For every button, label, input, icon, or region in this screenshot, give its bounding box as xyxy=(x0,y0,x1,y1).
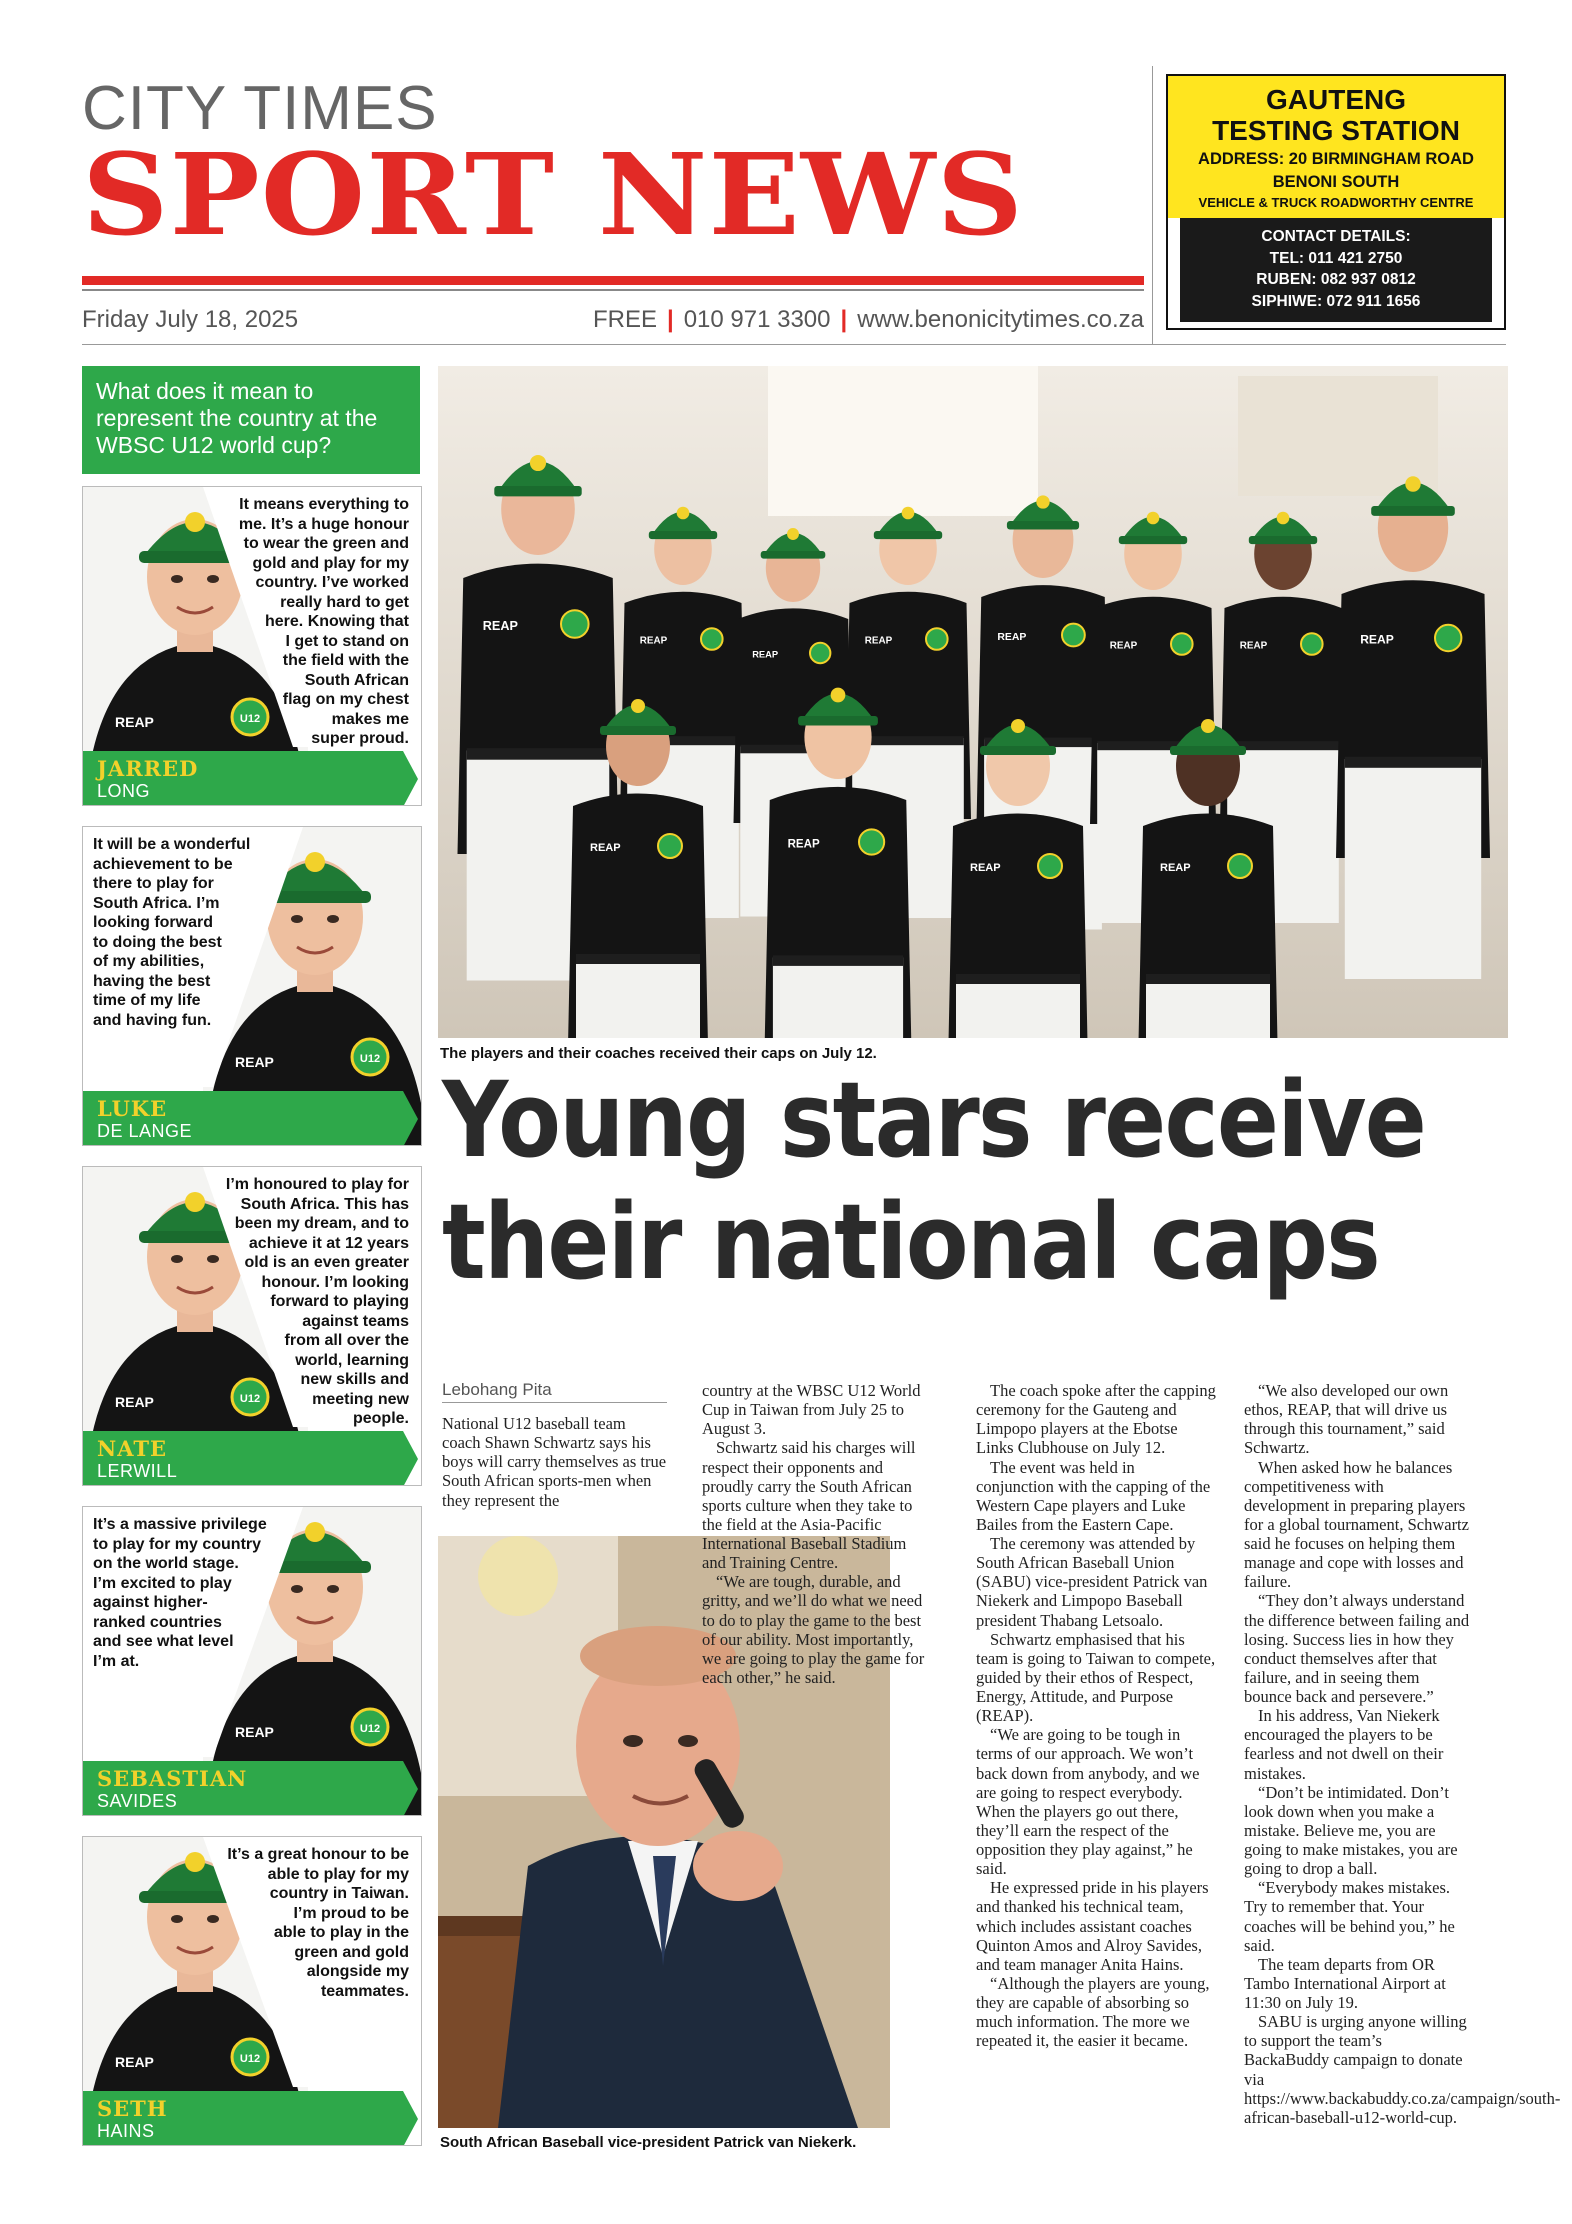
quote-line: achieve it at 12 years xyxy=(248,1234,409,1252)
quote-line: green and gold xyxy=(294,1943,409,1961)
quote-line: super proud. xyxy=(311,730,409,748)
phone-number: 010 971 3300 xyxy=(683,306,831,333)
article-paragraph: In his address, Van Niekerk encouraged the players to be fearless and not dwell on their mistakes. xyxy=(1244,1706,1444,1783)
quote-line: world, learning xyxy=(295,1351,409,1369)
svg-text:REAP: REAP xyxy=(115,2054,154,2070)
quote-line: makes me xyxy=(331,710,409,728)
quote-line: from all over the xyxy=(284,1332,409,1350)
masthead-divider xyxy=(1152,66,1153,344)
headline-line-1: Young stars receive xyxy=(442,1059,1426,1181)
quote-line: It means everything to xyxy=(239,496,409,513)
quote-line: the field with the xyxy=(282,652,409,670)
quote-line: It will be a wonderful xyxy=(93,836,251,853)
article-paragraph: “We also developed our own ethos, REAP, that will drive us through this tournament,” said Schwartz. xyxy=(1244,1381,1449,1458)
quote-line: of my abilities, xyxy=(93,953,205,971)
svg-text:REAP: REAP xyxy=(1239,640,1268,652)
quote-line: country in Taiwan. xyxy=(269,1885,409,1903)
player-first-name: JARRED xyxy=(97,756,199,781)
speaker-photo-caption: South African Baseball vice-president Patrick van Niekerk. xyxy=(440,2134,857,2151)
separator: | xyxy=(840,306,848,333)
article-paragraph: National U12 baseball team coach Shawn Schwartz says his boys will carry themselves as true South African sports-men when they represent the xyxy=(442,1414,667,1510)
quote-line: country. I’ve worked xyxy=(255,574,409,592)
article-paragraph: “Everybody makes mistakes. Try to remember that. Your coaches will be behind you,” he said. xyxy=(1244,1878,1455,1955)
quote-line: new skills and xyxy=(300,1371,409,1389)
player-first-name: SETH xyxy=(97,2096,168,2121)
article-paragraph: He expressed pride in his players and thanked his technical team, which includes assistant coaches Quinton Amos and Alroy Savides, and team manager Anita Hains. xyxy=(976,1878,1209,1974)
quote-line: on the world stage. xyxy=(93,1555,239,1573)
team-photo-caption: The players and their coaches received their caps on July 12. xyxy=(440,1045,877,1062)
article-paragraph: “They don’t always understand the difference between failing and losing. Success lies in how they conduct themselves after that failure, and in seeing them bounce back and persevere.” xyxy=(1244,1591,1470,1706)
ad-contact-ruben: RUBEN: 082 937 0812 xyxy=(1256,271,1416,289)
svg-text:U12: U12 xyxy=(239,1393,261,1405)
player-first-name: SEBASTIAN xyxy=(97,1766,248,1791)
player-last-name: HAINS xyxy=(97,2121,155,2141)
quote-line: It’s a massive privilege xyxy=(93,1516,267,1533)
quote-line: I’m proud to be xyxy=(293,1904,409,1922)
player-quote xyxy=(179,1175,409,1429)
masthead xyxy=(82,70,1144,340)
quote-line: teammates. xyxy=(320,1982,409,2000)
svg-text:REAP: REAP xyxy=(115,1394,154,1410)
quote-line: here. Knowing that xyxy=(265,613,409,631)
quote-line: having the best xyxy=(93,972,211,990)
issue-date: Friday July 18, 2025 xyxy=(82,306,299,333)
section-title: SPORT NEWS xyxy=(82,130,1025,261)
headline-line-2: their national caps xyxy=(442,1180,1379,1303)
ad-address-2: BENONI SOUTH xyxy=(1272,172,1400,191)
quote-line: South African xyxy=(304,671,409,689)
ad-title: GAUTENG xyxy=(1266,84,1406,115)
svg-text:REAP: REAP xyxy=(235,1724,274,1740)
question-box: What does it mean to represent the country at the WBSC U12 world cup? xyxy=(82,366,420,474)
player-last-name: LERWILL xyxy=(97,1461,178,1481)
quote-line: I’m at. xyxy=(93,1652,140,1670)
website-link[interactable]: www.benonicitytimes.co.za xyxy=(857,306,1144,333)
testing-station-ad[interactable] xyxy=(1166,74,1506,330)
quote-line: been my dream, and to xyxy=(234,1215,409,1233)
article-paragraph: SABU is urging anyone willing to support the team’s BackaBuddy campaign to donate via https://www.backabuddy.co.za/campaign/south-african-baseball-u12-world-cup. xyxy=(1244,2012,1561,2127)
quote-line: to wear the green and xyxy=(243,535,409,553)
quote-line: It’s a great honour to be xyxy=(227,1846,409,1863)
svg-text:REAP: REAP xyxy=(235,1054,274,1070)
masthead-red-rule xyxy=(82,276,1144,285)
quote-line: forward to playing xyxy=(270,1293,409,1311)
price-label: FREE xyxy=(592,306,657,333)
article-paragraph: Schwartz emphasised that his team is going to Taiwan to compete, guided by their ethos of Respect, Energy, Attitude, and Purpose (REAP). xyxy=(976,1629,1216,1726)
quote-line: to doing the best xyxy=(93,933,222,951)
quote-line: there to play for xyxy=(93,875,214,893)
article-paragraph: “We are going to be tough in terms of our approach. We won’t back down from anybody, and we are going to respect everybody. When the players go out there, they’ll earn the respect of the opposition they play against,” he said. xyxy=(976,1725,1200,1879)
article-column-1 xyxy=(442,1414,667,1510)
info-line xyxy=(593,306,1144,334)
quote-line: old is an even greater xyxy=(244,1254,409,1272)
svg-text:REAP: REAP xyxy=(970,862,1001,874)
quote-line: to play for my country xyxy=(93,1535,262,1553)
quote-line: and having fun. xyxy=(93,1011,212,1029)
team-photo-illustration xyxy=(438,366,1508,1038)
byline: Lebohang Pita xyxy=(442,1380,667,1403)
quote-line: I’m excited to play xyxy=(93,1574,232,1592)
svg-text:REAP: REAP xyxy=(1160,862,1191,874)
svg-text:REAP: REAP xyxy=(787,838,820,851)
quote-line: South Africa. I’m xyxy=(93,894,220,912)
svg-text:U12: U12 xyxy=(239,713,261,725)
quote-line: alongside my xyxy=(306,1963,409,1981)
headline xyxy=(442,1059,1426,1303)
quote-line: really hard to get xyxy=(280,593,409,611)
quote-line: I’m honoured to play for xyxy=(225,1176,409,1193)
article-column-4 xyxy=(1244,1381,1561,2127)
svg-text:REAP: REAP xyxy=(1360,632,1394,647)
svg-text:REAP: REAP xyxy=(115,714,154,730)
article-paragraph: The team departs from OR Tambo International Airport at 11:30 on July 19. xyxy=(1244,1954,1446,2012)
svg-text:U12: U12 xyxy=(239,2053,261,2065)
svg-text:REAP: REAP xyxy=(639,635,668,647)
article-paragraph: The ceremony was attended by South African Baseball Union (SABU) vice-president Patrick van Niekerk and Limpopo Baseball president Thabang Letsoalo. xyxy=(976,1534,1208,1630)
svg-text:U12: U12 xyxy=(359,1723,381,1735)
ad-subtitle: VEHICLE & TRUCK ROADWORTHY CENTRE xyxy=(1198,195,1474,211)
team-photo xyxy=(438,366,1508,1038)
article-paragraph: Schwartz said his charges will respect their opponents and proudly carry the South African sports culture when they take to the field at the Asia-Pacific International Baseball Stadium and Training Centre. xyxy=(702,1438,916,1573)
svg-text:REAP: REAP xyxy=(997,631,1027,643)
masthead-bottom-divider xyxy=(82,344,1506,345)
quote-line: me. It’s a huge honour xyxy=(238,515,409,533)
quote-line: against teams xyxy=(302,1312,409,1330)
quote-line: I get to stand on xyxy=(285,632,409,650)
player-quote xyxy=(93,835,323,1030)
quote-line: meeting new xyxy=(312,1390,409,1408)
player-profile-savides xyxy=(82,1506,422,1816)
player-first-name: NATE xyxy=(97,1436,167,1461)
player-profile-long xyxy=(82,486,422,806)
svg-text:U12: U12 xyxy=(359,1053,381,1065)
quote-line: South Africa. This has xyxy=(240,1195,409,1213)
article-paragraph: country at the WBSC U12 World Cup in Taiwan from July 25 to August 3. xyxy=(702,1381,921,1439)
quote-line: honour. I’m looking xyxy=(261,1273,409,1291)
ad-contact-siphiwe: SIPHIWE: 072 911 1656 xyxy=(1251,293,1421,311)
player-quote xyxy=(93,1515,323,1671)
quote-line: able to play for my xyxy=(267,1865,409,1883)
ad-contact-tel: TEL: 011 421 2750 xyxy=(1269,249,1403,267)
article-column-3 xyxy=(976,1381,1216,2050)
quote-line: ranked countries xyxy=(93,1613,222,1631)
player-last-name: SAVIDES xyxy=(97,1791,178,1811)
ad-header xyxy=(1168,76,1504,218)
player-profile-de-lange xyxy=(82,826,422,1146)
article-paragraph: The coach spoke after the capping ceremony for the Gauteng and Limpopo players at the Ebotse Links Clubhouse on July 12. xyxy=(976,1381,1216,1458)
player-first-name: LUKE xyxy=(97,1096,168,1121)
separator: | xyxy=(666,306,674,333)
svg-text:REAP: REAP xyxy=(482,618,518,633)
article-paragraph: “We are tough, durable, and gritty, and we’ll do what we need to do to play the game to the best of our ability. Most importantly, we are going to play the game for each other,” he said. xyxy=(702,1572,925,1687)
player-last-name: DE LANGE xyxy=(97,1121,193,1141)
quote-line: time of my life xyxy=(93,992,201,1010)
quote-line: gold and play for my xyxy=(252,554,409,572)
publication-name: CITY TIMES xyxy=(82,74,438,143)
quote-line: achievement to be xyxy=(93,855,233,873)
ad-contact-heading: CONTACT DETAILS: xyxy=(1261,228,1411,245)
quote-line: people. xyxy=(352,1410,409,1428)
article-paragraph: “Don’t be intimidated. Don’t look down when you make a mistake. Believe me, you are going to make mistakes, you are going to drop a ball. xyxy=(1244,1782,1458,1879)
quote-line: and see what level xyxy=(93,1633,234,1651)
player-profile-hains xyxy=(82,1836,422,2146)
svg-text:REAP: REAP xyxy=(1109,640,1138,652)
ad-contact-panel xyxy=(1180,218,1492,322)
ad-title-2: TESTING STATION xyxy=(1212,115,1460,147)
article-column-2 xyxy=(702,1381,934,1687)
ad-address: ADDRESS: 20 BIRMINGHAM ROAD xyxy=(1198,149,1474,168)
player-last-name: LONG xyxy=(97,781,151,801)
player-quote xyxy=(179,1845,409,2001)
quote-line: against higher- xyxy=(93,1594,208,1612)
player-quote xyxy=(179,495,409,749)
quote-line: able to play in the xyxy=(273,1924,409,1942)
masthead-grey-rule xyxy=(82,289,1144,291)
article-paragraph: “Although the players are young, they are capable of absorbing so much information. The more we repeated it, the easier it became. xyxy=(976,1973,1210,2051)
quote-line: looking forward xyxy=(93,914,213,932)
svg-text:REAP: REAP xyxy=(864,635,893,647)
article-paragraph: The event was held in conjunction with the capping of the Western Cape players and Luke Bailes from the Eastern Cape. xyxy=(976,1457,1211,1534)
svg-text:REAP: REAP xyxy=(590,842,621,854)
article-paragraph: When asked how he balances competitiveness with development in preparing players for a global tournament, Schwartz said he focuses on helping them manage and cope with losses and failure. xyxy=(1244,1457,1469,1592)
player-profile-lerwill xyxy=(82,1166,422,1486)
quote-line: flag on my chest xyxy=(282,691,409,709)
svg-text:REAP: REAP xyxy=(752,649,779,660)
